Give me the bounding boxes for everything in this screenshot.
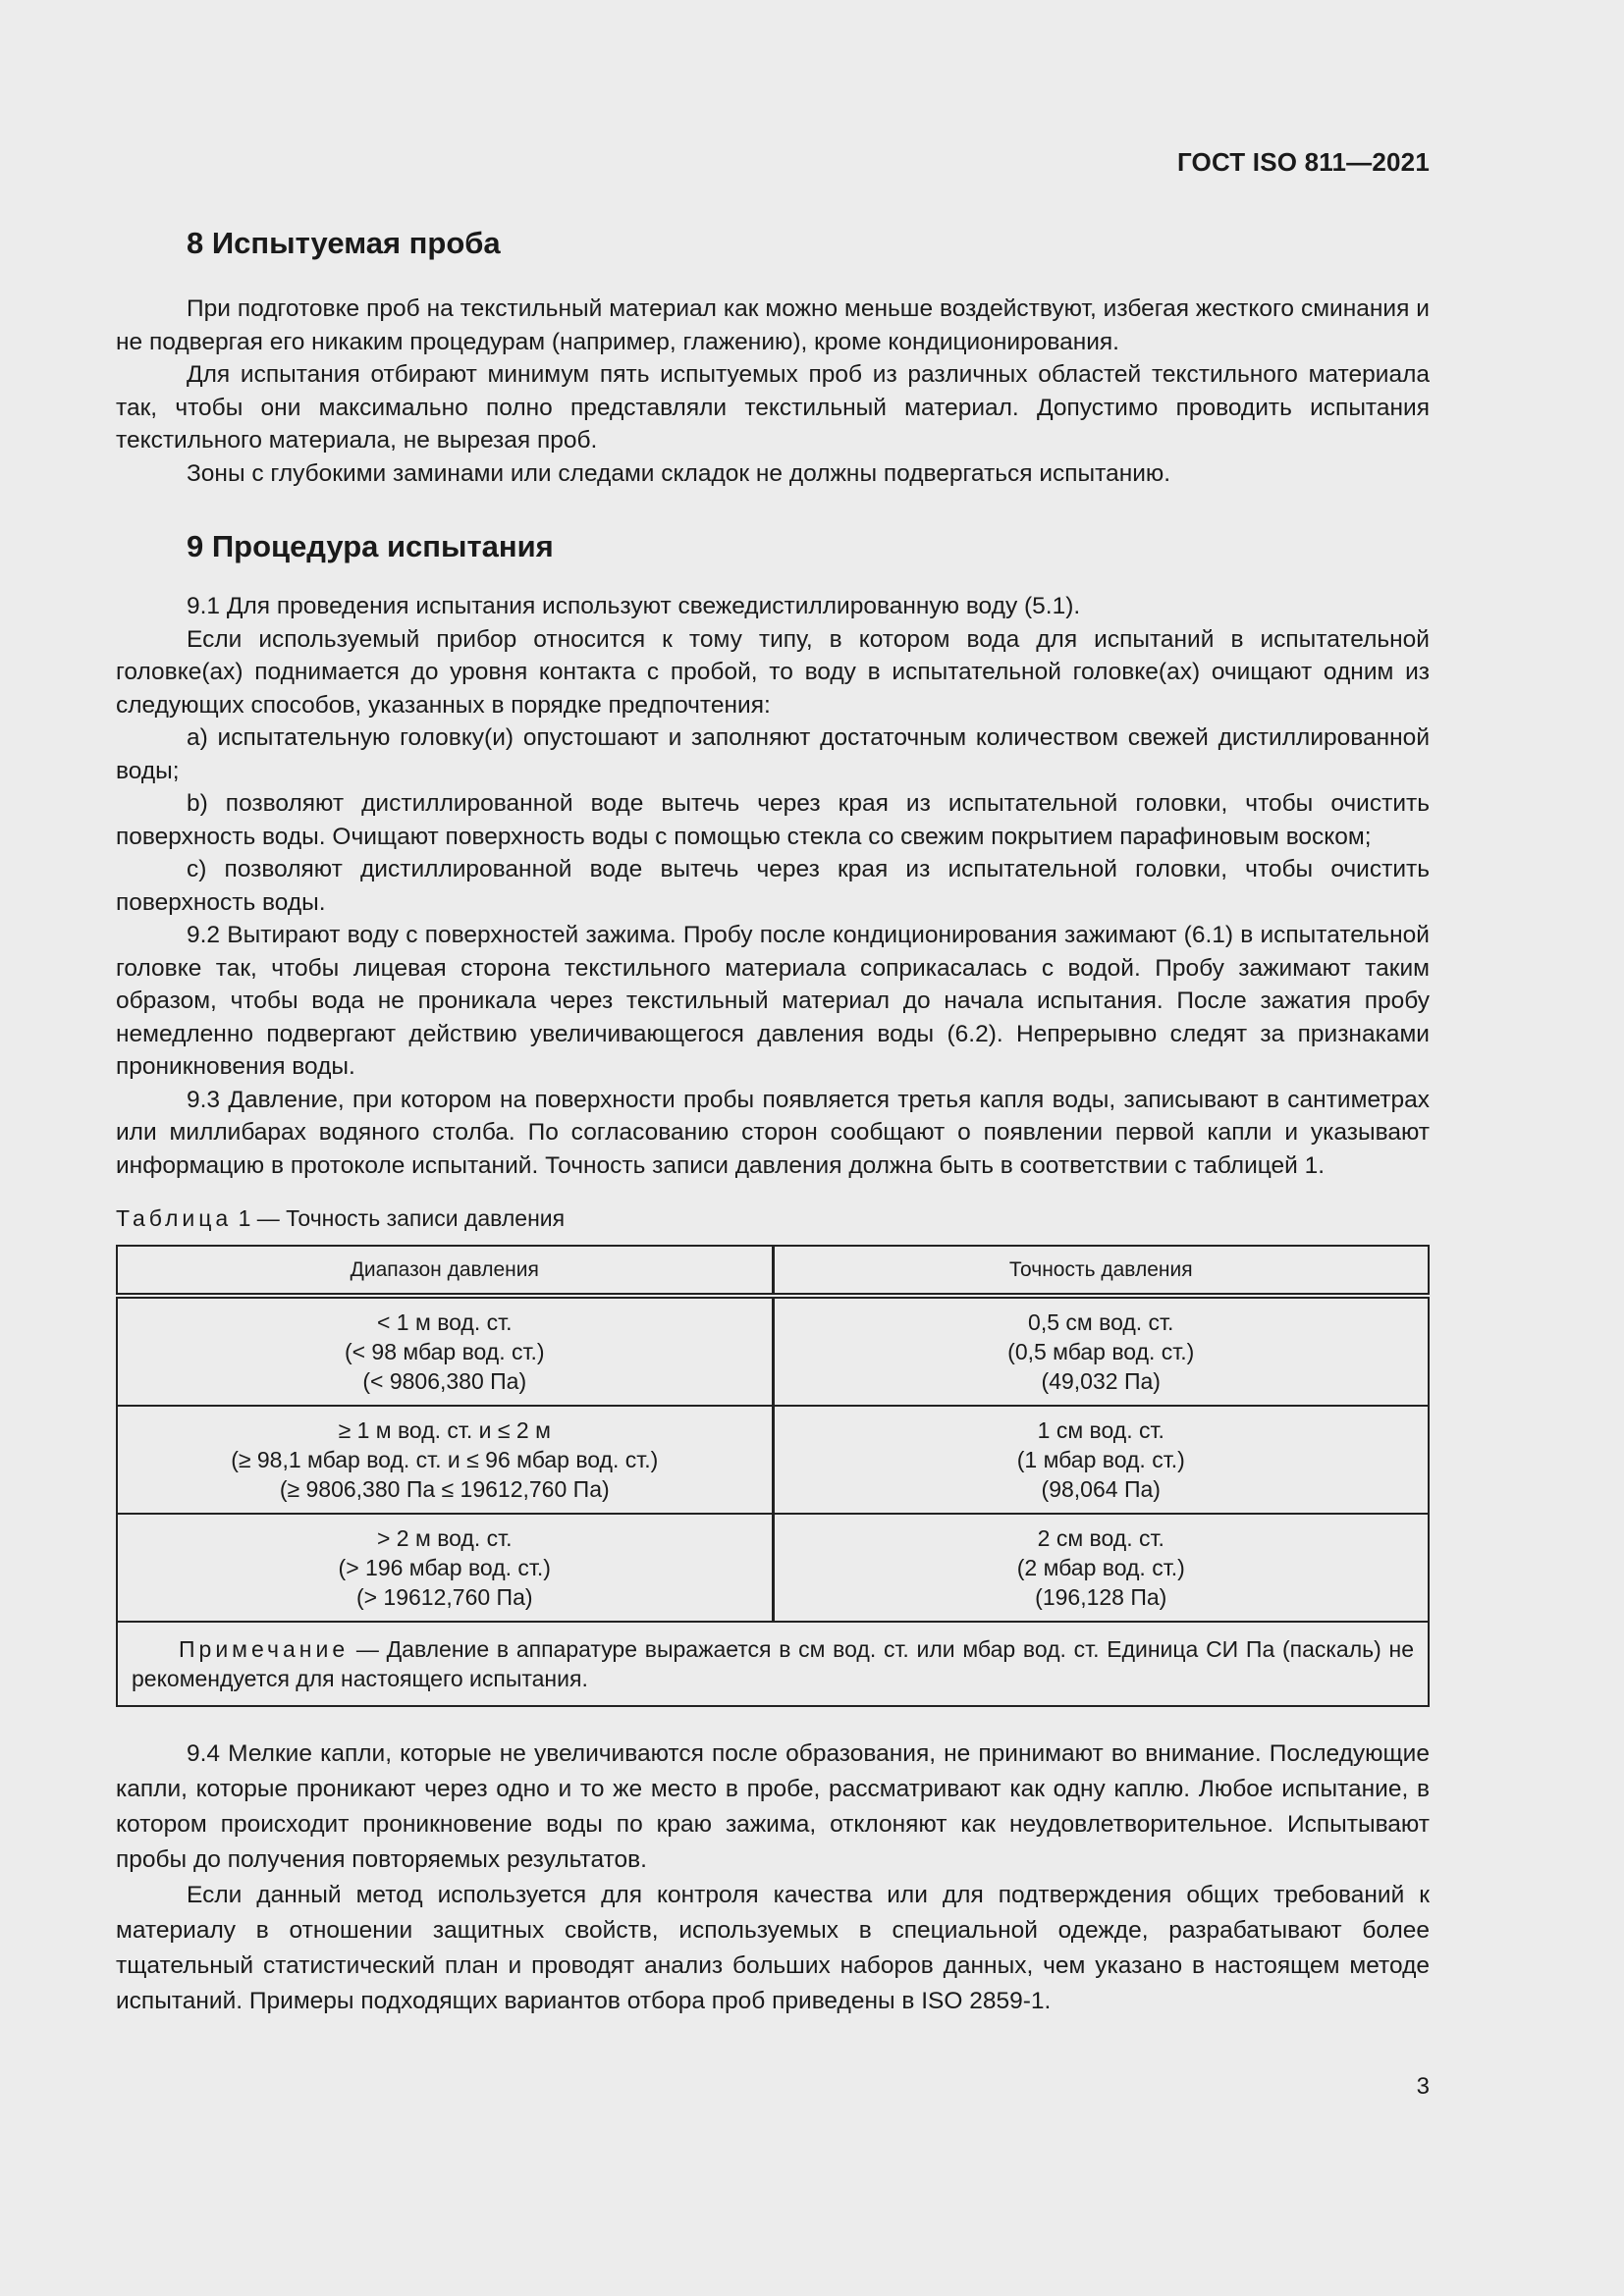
accuracy-cell <box>773 1514 1429 1622</box>
range-line: (< 9806,380 Па) <box>362 1368 527 1394</box>
note-label: Примечание <box>179 1636 350 1662</box>
accuracy-line: (2 мбар вод. ст.) <box>1016 1555 1185 1580</box>
range-cell <box>117 1296 773 1406</box>
column-header-accuracy: Точность давления <box>773 1246 1429 1296</box>
accuracy-cell <box>773 1406 1429 1514</box>
table-caption-word: Таблица <box>116 1205 233 1231</box>
section-9-paragraph: 9.4 Мелкие капли, которые не увеличиваются после образования, не принимают во внимание. Последующие капли, которые проникают через одно и то же место в пробе, рассматривают как одну каплю. Любое испытание, в котором происходит проникновение воды по краю зажима, отклоняют как неудовлетворительное. Испытывают пробы до получения повторяемых результатов. <box>116 1740 1430 1873</box>
section-8-paragraph: Зоны с глубокими заминами или следами складок не должны подвергаться испытанию. <box>187 459 1171 487</box>
accuracy-line: (98,064 Па) <box>1041 1476 1161 1502</box>
list-item-b: b) позволяют дистиллированной воде вытечь через края из испытательной головки, чтобы очистить поверхность воды. Очищают поверхность воды с помощью стекла со свежим покрытием парафиновым воском; <box>116 790 1430 850</box>
table-note <box>117 1622 1429 1706</box>
range-line: ≥ 1 м вод. ст. и ≤ 2 м <box>338 1417 551 1443</box>
list-item-a: a) испытательную головку(и) опустошают и заполняют достаточным количеством свежей дистиллированной воды; <box>116 724 1430 784</box>
pressure-accuracy-table <box>116 1245 1430 1707</box>
section-9-continuation <box>116 1736 1430 2019</box>
table-caption-text: 1 — Точность записи давления <box>238 1205 566 1231</box>
range-line: < 1 м вод. ст. <box>376 1309 513 1335</box>
table-caption <box>116 1203 1430 1233</box>
section-9-paragraph: 9.2 Вытирают воду с поверхностей зажима. Пробу после кондиционирования зажимают (6.1) в испытательной головке так, чтобы лицевая сторона текстильного материала соприкасалась с водой. Пробу зажимают таким образом, чтобы вода не проникала через текстильный материал до начала испытания. После зажатия пробу немедленно подвергают действию увеличивающегося давления воды (6.2). Непрерывно следят за признаками проникновения воды. <box>116 922 1430 1080</box>
page-content <box>116 222 1430 2019</box>
accuracy-cell <box>773 1296 1429 1406</box>
range-line: (≥ 98,1 мбар вод. ст. и ≤ 96 мбар вод. ст.) <box>231 1447 659 1472</box>
accuracy-line: 1 см вод. ст. <box>1037 1417 1164 1443</box>
section-8-paragraph: Для испытания отбирают минимум пять испытуемых проб из различных областей текстильного материала так, чтобы они максимально полно представляли текстильный материал. Допустимо проводить испытания текстильного материала, не вырезая проб. <box>116 361 1430 454</box>
column-header-range: Диапазон давления <box>117 1246 773 1296</box>
range-line: (> 196 мбар вод. ст.) <box>338 1555 551 1580</box>
section-9-title: 9 Процедура испытания <box>187 529 554 563</box>
accuracy-line: 2 см вод. ст. <box>1037 1525 1164 1551</box>
section-9 <box>116 525 1430 1182</box>
section-9-paragraph: 9.1 Для проведения испытания используют свежедистиллированную воду (5.1). <box>187 593 1081 619</box>
table-header-row <box>117 1246 1429 1296</box>
note-text: — Давление в аппаратуре выражается в см вод. ст. или мбар вод. ст. Единица СИ Па (паскаль) не рекомендуется для настоящего испытания. <box>132 1636 1414 1691</box>
list-item-c: c) позволяют дистиллированной воде вытечь через края из испытательной головки, чтобы очистить поверхность воды. <box>116 856 1430 916</box>
section-9-paragraph: Если используемый прибор относится к тому типу, в котором вода для испытаний в испытательной головке(ах) поднимается до уровня контакта с пробой, то воду в испытательной головке(ах) очищают одним из следующих способов, указанных в порядке предпочтения: <box>116 625 1430 719</box>
table-row <box>117 1406 1429 1514</box>
section-8-title: 8 Испытуемая проба <box>187 226 501 260</box>
accuracy-line: (196,128 Па) <box>1035 1584 1167 1610</box>
range-line: (≥ 9806,380 Па ≤ 19612,760 Па) <box>279 1476 610 1502</box>
accuracy-line: (0,5 мбар вод. ст.) <box>1007 1339 1195 1364</box>
range-line: (> 19612,760 Па) <box>355 1584 533 1610</box>
range-cell <box>117 1406 773 1514</box>
range-cell <box>117 1514 773 1622</box>
section-8 <box>116 222 1430 490</box>
section-8-paragraph: При подготовке проб на текстильный материал как можно меньше воздействуют, избегая жесткого сминания и не подвергая его никаким процедурам (например, глажению), кроме кондиционирования. <box>116 295 1430 355</box>
range-line: (< 98 мбар вод. ст.) <box>344 1339 545 1364</box>
table-row <box>117 1514 1429 1622</box>
table-row <box>117 1296 1429 1406</box>
table-note-row <box>117 1622 1429 1706</box>
range-line: > 2 м вод. ст. <box>376 1525 513 1551</box>
page-number: 3 <box>1416 2073 1430 2100</box>
section-9-paragraph: 9.3 Давление, при котором на поверхности пробы появляется третья капля воды, записывают в сантиметрах или миллибарах водяного столба. По согласованию сторон сообщают о появлении первой капли и указывают информацию в протоколе испытаний. Точность записи давления должна быть в соответствии с таблицей 1. <box>116 1086 1430 1179</box>
accuracy-line: (1 мбар вод. ст.) <box>1016 1447 1185 1472</box>
accuracy-line: (49,032 Па) <box>1041 1368 1161 1394</box>
standard-code: ГОСТ ISO 811—2021 <box>1176 147 1430 177</box>
section-9-paragraph: Если данный метод используется для контроля качества или для подтверждения общих требований к материалу в отношении защитных свойств, используемых в специальной одежде, разрабатывают более тщательный статистический план и проводят анализ больших наборов данных, чем указано в настоящем методе испытаний. Примеры подходящих вариантов отбора проб приведены в ISO 2859-1. <box>116 1882 1430 2014</box>
accuracy-line: 0,5 см вод. ст. <box>1028 1309 1174 1335</box>
